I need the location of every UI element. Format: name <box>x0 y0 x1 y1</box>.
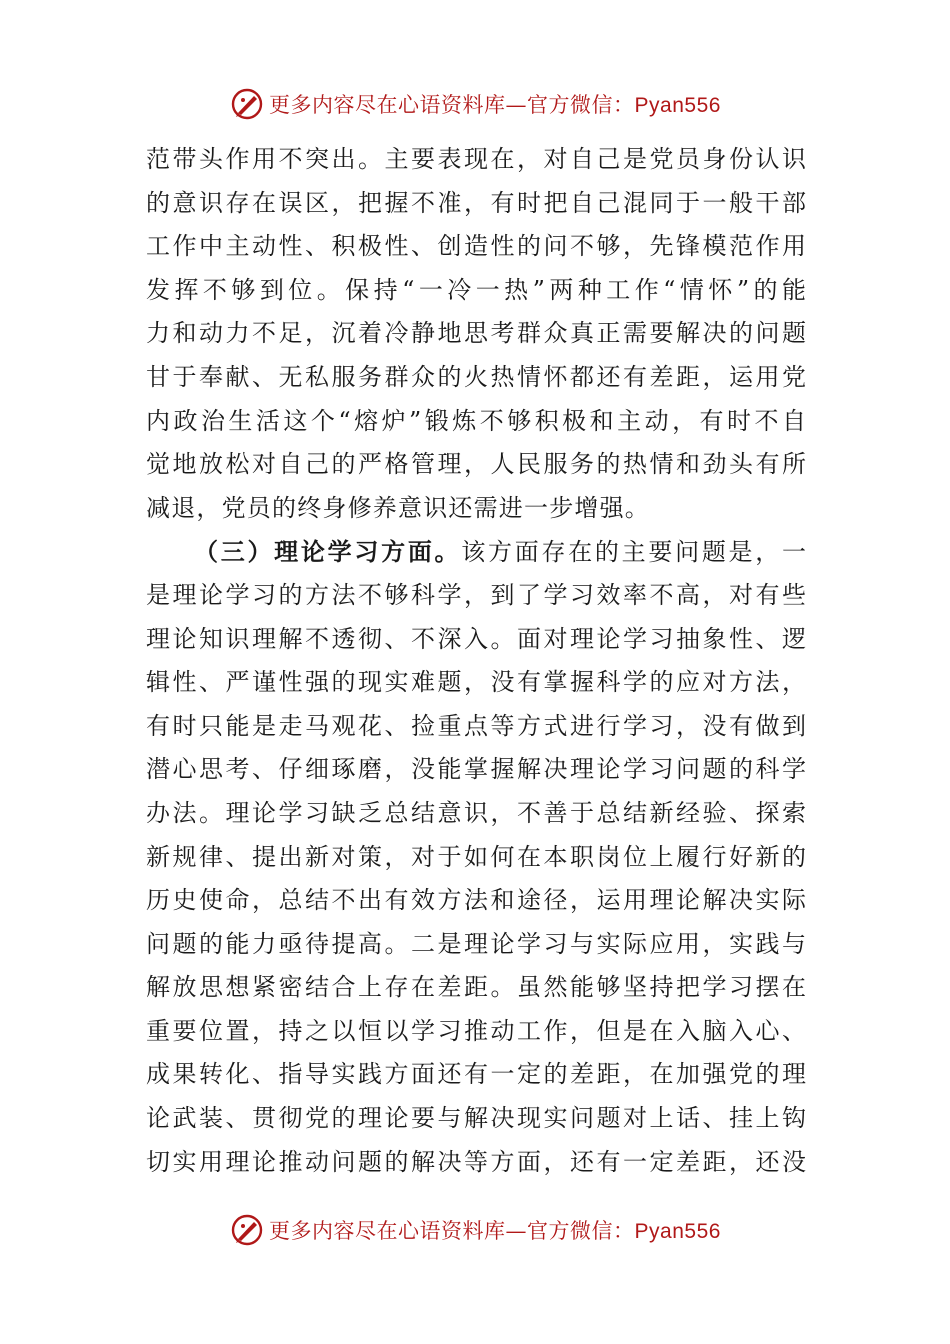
text-line: 切实用理论推动问题的解决等方面，还有一定差距，还没 <box>146 1147 806 1176</box>
pen-seal-logo-icon <box>229 1212 265 1248</box>
heading-line-rest: 该方面存在的主要问题是，一 <box>461 538 807 567</box>
watermark-text: 更多内容尽在心语资料库—官方微信：Pyan556 <box>269 93 721 117</box>
text-line: 减退，党员的终身修养意识还需进一步增强。 <box>146 493 650 522</box>
text-line-with-heading <box>146 530 806 574</box>
text-line: 问题的能力亟待提高。二是理论学习与实际应用，实践与 <box>146 929 806 958</box>
text-line: 理论知识理解不透彻、不深入。面对理论学习抽象性、逻 <box>146 624 806 653</box>
text-line: 新规律、提出新对策，对于如何在本职岗位上履行好新的 <box>146 842 806 871</box>
paragraph-theory-study <box>146 530 806 1184</box>
text-line: 力和动力不足，沉着冷静地思考群众真正需要解决的问题 <box>146 319 806 348</box>
text-line: 有时只能是走马观花、捡重点等方式进行学习，没有做到 <box>146 711 806 740</box>
pen-seal-logo-icon <box>229 86 265 122</box>
text-line: 潜心思考、仔细琢磨，没能掌握解决理论学习问题的科学 <box>146 755 806 784</box>
text-line: 甘于奉献、无私服务群众的火热情怀都还有差距，运用党 <box>146 362 806 391</box>
text-line: 工作中主动性、积极性、创造性的问不够，先锋模范作用 <box>146 232 806 261</box>
footer-watermark-banner <box>0 1208 950 1252</box>
text-line: 内政治生活这个“熔炉”锻炼不够积极和主动，有时不自 <box>146 406 806 435</box>
text-line: 论武装、贯彻党的理论要与解决现实问题对上话、挂上钩 <box>146 1104 806 1133</box>
wechat-handle: Pyan556 <box>634 1220 721 1243</box>
text-line: 觉地放松对自己的严格管理，人民服务的热情和劲头有所 <box>146 450 806 479</box>
section-heading: （三）理论学习方面。 <box>194 537 462 567</box>
text-line: 的意识存在误区，把握不准，有时把自己混同于一般干部 <box>146 188 806 217</box>
text-line: 是理论学习的方法不够科学，到了学习效率不高，对有些 <box>146 580 806 609</box>
text-line: 辑性、严谨性强的现实难题，没有掌握科学的应对方法， <box>146 668 806 697</box>
paragraph-party-role <box>146 138 806 530</box>
text-line: 范带头作用不突出。主要表现在，对自己是党员身份认识 <box>146 145 806 173</box>
text-line: 历史使命，总结不出有效方法和途径，运用理论解决实际 <box>146 886 806 915</box>
text-line: 发挥不够到位。保持“一冷一热”两种工作“情怀”的能 <box>146 275 806 304</box>
wechat-handle: Pyan556 <box>634 94 721 117</box>
text-line: 办法。理论学习缺乏总结意识，不善于总结新经验、探索 <box>146 798 806 827</box>
text-line: 重要位置，持之以恒以学习推动工作，但是在入脑入心、 <box>146 1016 806 1045</box>
document-body <box>146 138 806 1184</box>
header-watermark-banner <box>0 82 950 126</box>
text-line: 成果转化、指导实践方面还有一定的差距，在加强党的理 <box>146 1060 806 1089</box>
text-line: 解放思想紧密结合上存在差距。虽然能够坚持把学习摆在 <box>146 973 806 1002</box>
watermark-text: 更多内容尽在心语资料库—官方微信：Pyan556 <box>269 1219 721 1243</box>
